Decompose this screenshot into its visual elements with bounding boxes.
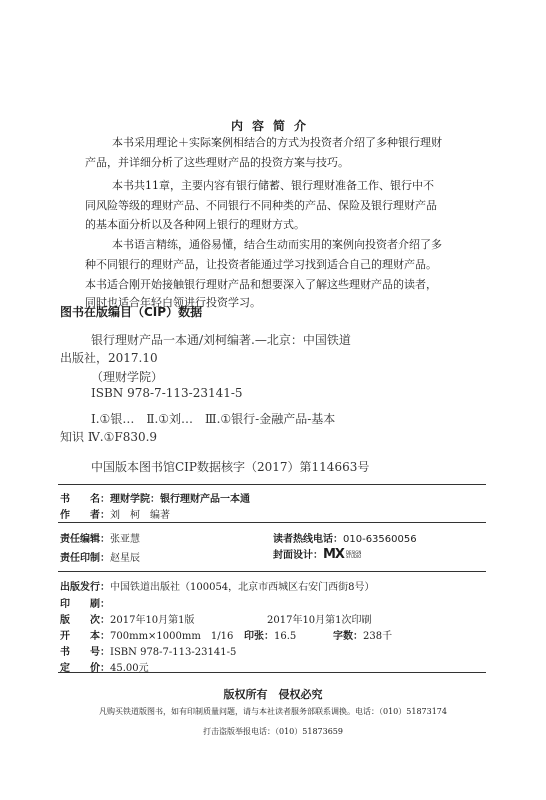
printer-value: 赵星辰 bbox=[110, 553, 140, 564]
format-value: 700mm×1000mm 1/16 bbox=[110, 631, 234, 642]
intro-title: 内容简介 bbox=[230, 119, 315, 133]
price-label: 定 价： bbox=[60, 663, 110, 674]
hotline-row bbox=[273, 530, 417, 545]
intro-line: 的基本面分析以及各种网上银行的理财方式。 bbox=[85, 218, 305, 231]
divider bbox=[58, 522, 486, 523]
service-notice: 凡购买铁道版图书，如有印制质量问题，请与本社读者服务部联系调换。电话：（010）51873174 bbox=[99, 707, 447, 716]
piracy-hotline: 打击盗版举报电话：（010）51873659 bbox=[203, 727, 343, 736]
mx-design-logo: MX bbox=[323, 547, 344, 562]
hotline-label: 读者热线电话： bbox=[273, 534, 343, 545]
printing-row bbox=[60, 595, 110, 610]
price-row bbox=[60, 659, 149, 674]
cip-line: 银行理财产品一本通/刘柯编著.—北京：中国铁道 bbox=[91, 333, 351, 347]
intro-line: 种不同银行的理财产品，让投资者能通过学习找到适合自己的理财产品。 bbox=[85, 258, 437, 271]
cip-line: 知识 Ⅳ.①F830.9 bbox=[60, 430, 158, 444]
sheets-value: 16.5 bbox=[274, 631, 297, 642]
cip-heading: 图书在版编目（CIP）数据 bbox=[60, 305, 203, 319]
intro-line: 同时也适合年轻白领进行投资学习。 bbox=[85, 296, 261, 309]
edition-label: 版 次： bbox=[60, 615, 110, 626]
copyright-title: 版权所有 侵权必究 bbox=[223, 688, 323, 701]
cover-design-row bbox=[273, 546, 361, 562]
intro-line: 本书语言精练，通俗易懂，结合生动而实用的案例向投资者介绍了多 bbox=[112, 238, 442, 251]
format-row bbox=[60, 627, 233, 642]
edition-value: 2017年10月第1版 bbox=[110, 615, 195, 626]
intro-line: 本书共11章，主要内容有银行储蓄、银行理财准备工作、银行中不 bbox=[112, 179, 434, 192]
printing-date: 2017年10月第1次印刷 bbox=[267, 615, 372, 626]
cip-line: （理财学院） bbox=[91, 370, 164, 384]
book-name-value: 理财学院：银行理财产品一本通 bbox=[110, 494, 250, 505]
author-value: 刘 柯 编著 bbox=[110, 510, 170, 521]
price-value: 45.00元 bbox=[110, 663, 149, 674]
cover-design-label: 封面设计： bbox=[273, 550, 323, 561]
intro-line: 同风险等级的理财产品、不同银行不同种类的产品、保险及银行理财产品 bbox=[85, 199, 437, 212]
author-label: 作 者： bbox=[60, 510, 110, 521]
intro-line: 本书适合刚开始接触银行理财产品和想要深入了解这些理财产品的读者， bbox=[85, 278, 437, 291]
words-row bbox=[333, 627, 392, 642]
editor-label: 责任编辑： bbox=[60, 534, 110, 545]
divider bbox=[58, 571, 486, 572]
cip-line: Ⅰ.①银… Ⅱ.①刘… Ⅲ.①银行-金融产品-基本 bbox=[91, 412, 336, 426]
isbn-value: ISBN 978-7-113-23141-5 bbox=[110, 647, 237, 658]
author-row bbox=[60, 506, 170, 521]
format-label: 开 本： bbox=[60, 631, 110, 642]
mx-logo-subtext: DESIGN STUDIO bbox=[345, 550, 362, 559]
publisher-value: 中国铁道出版社（100054，北京市西城区右安门西街8号） bbox=[110, 582, 375, 593]
words-label: 字数： bbox=[333, 631, 363, 642]
cip-line: 出版社，2017.10 bbox=[60, 351, 158, 365]
edition-row bbox=[60, 611, 195, 626]
cip-line: ISBN 978-7-113-23141-5 bbox=[91, 386, 243, 400]
printer-row bbox=[60, 549, 140, 564]
book-name-row bbox=[60, 490, 250, 505]
cip-number: 中国版本图书馆CIP数据核字（2017）第114663号 bbox=[91, 460, 370, 474]
publisher-row bbox=[60, 578, 375, 593]
sheets-row bbox=[244, 627, 296, 642]
isbn-label: 书 号： bbox=[60, 647, 110, 658]
editor-row bbox=[60, 530, 140, 545]
intro-line: 本书采用理论＋实际案例相结合的方式为投资者介绍了多种银行理财 bbox=[112, 136, 442, 149]
publisher-label: 出版发行： bbox=[60, 582, 110, 593]
book-name-label: 书 名： bbox=[60, 494, 110, 505]
printer-label: 责任印制： bbox=[60, 553, 110, 564]
printing-label: 印 刷： bbox=[60, 599, 110, 610]
isbn-row bbox=[60, 643, 236, 658]
sheets-label: 印张： bbox=[244, 631, 274, 642]
divider bbox=[58, 484, 486, 485]
hotline-value: 010-63560056 bbox=[343, 534, 417, 545]
words-value: 238千 bbox=[363, 631, 393, 642]
intro-line: 产品，并详细分析了这些理财产品的投资方案与技巧。 bbox=[85, 156, 349, 169]
editor-value: 张亚慧 bbox=[110, 534, 140, 545]
